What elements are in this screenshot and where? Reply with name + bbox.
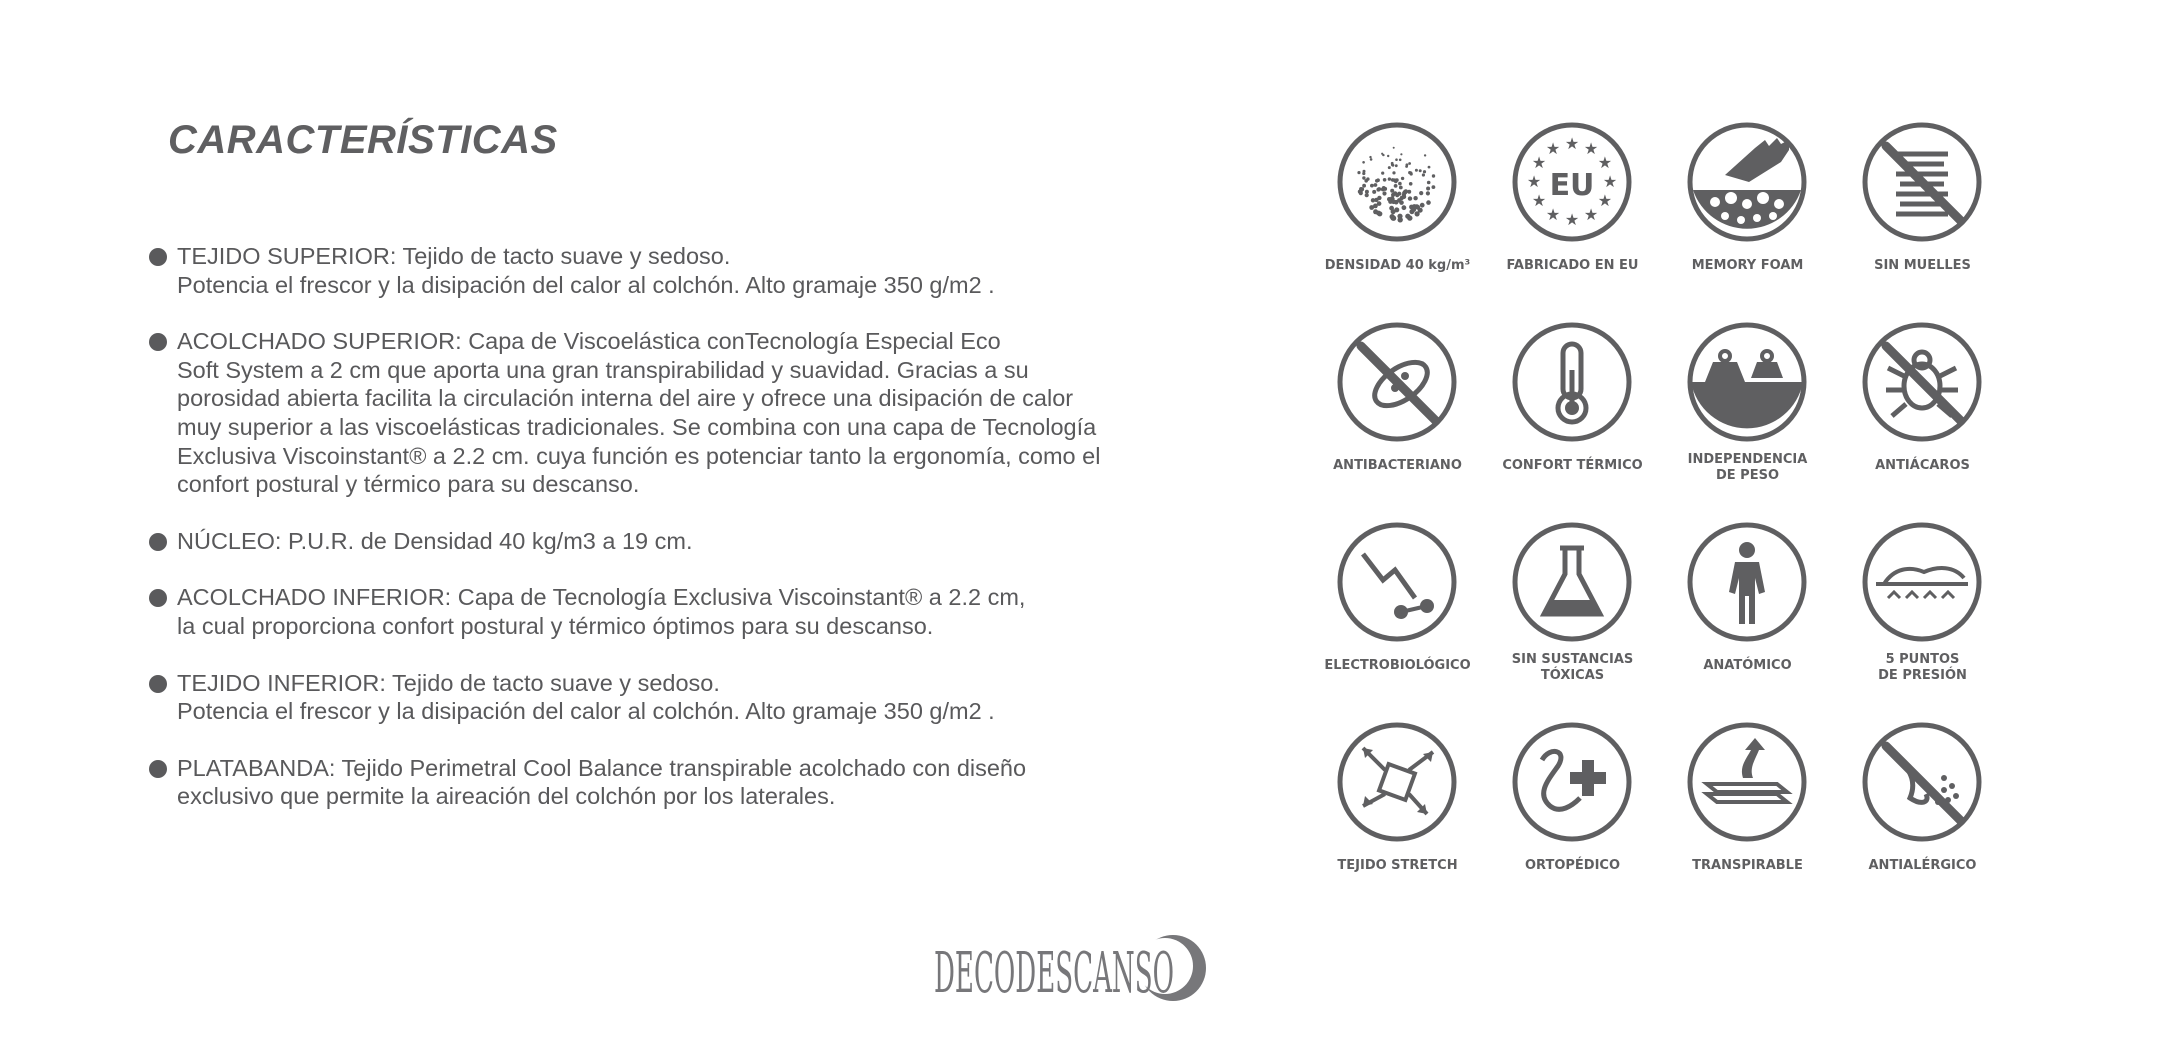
svg-text:★: ★: [1583, 204, 1599, 224]
lightning-icon: [1335, 520, 1459, 644]
feature-text-line: TEJIDO INFERIOR: Tejido de tacto suave y sedoso.: [177, 669, 720, 696]
icon-label: CONFORT TÉRMICO: [1502, 458, 1643, 473]
bullet-icon: [149, 248, 167, 266]
brand-logo-image: [930, 928, 1230, 1008]
svg-text:★: ★: [1531, 191, 1547, 210]
brand-logo-text: DECODESCANSO: [934, 941, 1174, 1006]
icon-label: SIN MUELLES: [1874, 258, 1971, 273]
icon-label: ORTOPÉDICO: [1524, 858, 1621, 873]
bullet-icon: [149, 675, 167, 693]
bullet-icon: [149, 533, 167, 551]
svg-text:★: ★: [1564, 134, 1580, 153]
feature-icon-breath: [1660, 720, 1835, 920]
density-icon: [1335, 120, 1459, 244]
icon-label: ANTIALÉRGICO: [1868, 858, 1977, 873]
feature-text-line: Potencia el frescor y la disipación del calor al colchón. Alto gramaje 350 g/m2 .: [177, 271, 995, 298]
no-springs-icon: [1860, 120, 1984, 244]
icon-label: ANTIÁCAROS: [1875, 458, 1970, 473]
bullet-icon: [149, 589, 167, 607]
feature-text-line: Potencia el frescor y la disipación del calor al colchón. Alto gramaje 350 g/m2 .: [177, 698, 995, 725]
feature-text-line: ACOLCHADO INFERIOR: Capa de Tecnología Exclusiva Viscoinstant® a 2.2 cm,: [177, 584, 1026, 611]
feature-icon-stretch: [1310, 720, 1485, 920]
page-title: CARACTERÍSTICAS: [168, 118, 558, 162]
svg-text:EU: EU: [1549, 168, 1595, 203]
svg-text:★: ★: [1602, 172, 1618, 191]
feature-icon-body: [1660, 520, 1835, 720]
svg-text:★: ★: [1583, 139, 1599, 159]
no-allergy-nose-icon: [1860, 720, 1984, 844]
feature-icon-bacteria: [1310, 320, 1485, 520]
feature-icon-memory: [1660, 120, 1835, 320]
feature-text-line: porosidad abierta facilita la circulación interna del aire y ofrece una disipación de calor: [177, 385, 1074, 412]
human-body-icon: [1685, 520, 1809, 644]
feature-text-line: la cual proporciona confort postural y térmico óptimos para su descanso.: [177, 612, 934, 639]
feature-item: [148, 327, 1228, 499]
feature-icon-thermo: [1485, 320, 1660, 520]
feature-item: [148, 754, 1228, 811]
icon-label: FABRICADO EN EU: [1506, 258, 1639, 273]
feature-icon-density: [1310, 120, 1485, 320]
feature-item: [148, 669, 1228, 726]
feature-text-line: Exclusiva Viscoinstant® a 2.2 cm. cuya función es potenciar tanto la ergonomía, como el: [177, 442, 1101, 469]
svg-text:★: ★: [1545, 139, 1561, 159]
feature-text-line: Soft System a 2 cm que aporta una gran transpirabilidad y suavidad. Gracias a su: [177, 356, 1029, 383]
feature-item: [148, 583, 1228, 640]
feature-icon-electro: [1310, 520, 1485, 720]
icon-label: ELECTROBIOLÓGICO: [1324, 658, 1471, 673]
weights-icon: [1685, 320, 1809, 444]
svg-text:★: ★: [1597, 191, 1613, 210]
feature-icon-ortho: [1485, 720, 1660, 920]
icon-label: TRANSPIRABLE: [1692, 858, 1803, 873]
thermometer-icon: [1510, 320, 1634, 444]
feature-text-line: confort postural y térmico para su descanso.: [177, 471, 640, 498]
feature-icon-pressure: [1835, 520, 2010, 720]
breathable-layers-icon: [1685, 720, 1809, 844]
icon-label: TEJIDO STRETCH: [1337, 858, 1458, 873]
feature-text-line: muy superior a las viscoelásticas tradicionales. Se combina con una capa de Tecnología: [177, 413, 1097, 440]
feature-icon-eu: [1485, 120, 1660, 320]
feature-icon-weights: [1660, 320, 1835, 520]
svg-text:★: ★: [1526, 172, 1542, 191]
brand-logo: [930, 928, 1230, 1008]
no-mites-icon: [1860, 320, 1984, 444]
svg-text:★: ★: [1597, 153, 1613, 172]
icon-label: INDEPENDENCIA DE PESO: [1687, 452, 1808, 483]
pressure-points-icon: [1860, 520, 1984, 644]
stretch-arrows-icon: [1335, 720, 1459, 844]
no-bacteria-icon: [1335, 320, 1459, 444]
eu-stars-icon: [1510, 120, 1634, 244]
bullet-icon: [149, 333, 167, 351]
icon-grid: [1310, 120, 2010, 900]
bullet-icon: [149, 760, 167, 778]
feature-text-line: NÚCLEO: P.U.R. de Densidad 40 kg/m3 a 19 cm.: [177, 527, 693, 554]
feature-item: [148, 242, 1228, 299]
feature-text-line: TEJIDO SUPERIOR: Tejido de tacto suave y sedoso.: [177, 243, 731, 269]
feature-text-line: exclusivo que permite la aireación del colchón por los laterales.: [177, 783, 836, 810]
feature-item: [148, 527, 1228, 556]
orthopedic-cross-icon: [1510, 720, 1634, 844]
feature-icon-allergy: [1835, 720, 2010, 920]
feature-list: [148, 242, 1228, 839]
feature-icon-springs: [1835, 120, 2010, 320]
icon-label: DENSIDAD 40 kg/m³: [1324, 258, 1471, 273]
flask-icon: [1510, 520, 1634, 644]
svg-text:★: ★: [1545, 204, 1561, 224]
svg-text:★: ★: [1564, 210, 1580, 229]
icon-label: SIN SUSTANCIAS TÓXICAS: [1511, 652, 1634, 683]
icon-label: ANTIBACTERIANO: [1333, 458, 1462, 473]
svg-text:★: ★: [1531, 153, 1547, 172]
icon-label: ANATÓMICO: [1703, 658, 1792, 673]
icon-label: MEMORY FOAM: [1691, 258, 1804, 273]
icon-label: 5 PUNTOS DE PRESIÓN: [1878, 652, 1967, 683]
feature-text-line: ACOLCHADO SUPERIOR: Capa de Viscoelástica conTecnología Especial Eco: [177, 328, 1001, 355]
feature-icon-flask: [1485, 520, 1660, 720]
feature-text-line: PLATABANDA: Tejido Perimetral Cool Balance transpirable acolchado con diseño: [177, 754, 1027, 781]
feature-icon-mites: [1835, 320, 2010, 520]
memory-foam-icon: [1685, 120, 1809, 244]
